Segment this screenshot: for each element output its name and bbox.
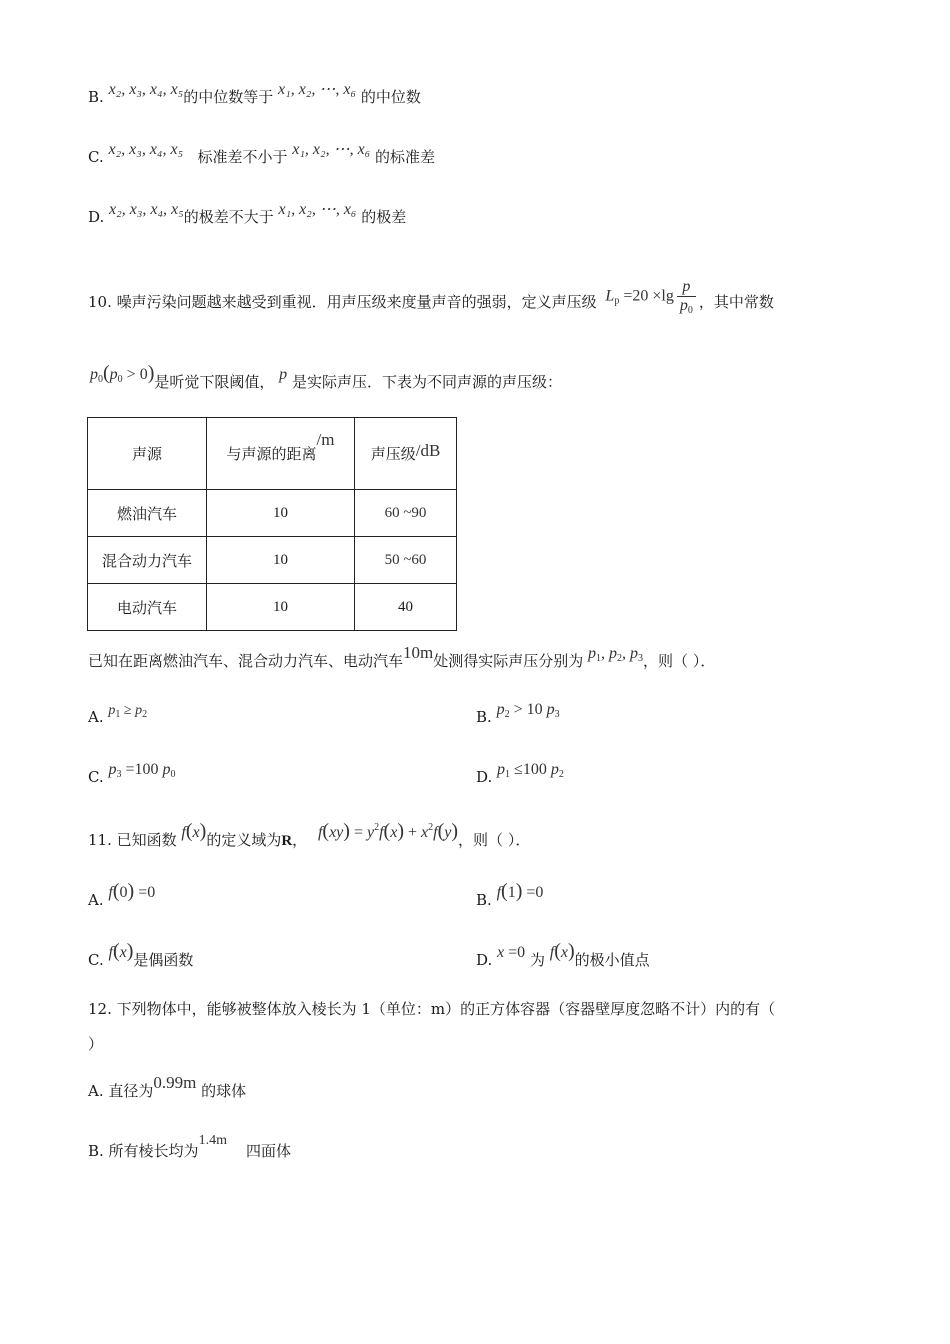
q12-option-a [88,1073,247,1101]
source-cell: 燃油汽车 [88,490,207,537]
table-header-row [88,418,457,490]
sound-pressure-formula: $L_p =20 \times\lg$ $\frac{p}{p_0}$ [605,278,698,316]
q10-option-d [476,761,564,788]
q11-option-d [476,940,650,971]
q9-option-c [88,141,436,167]
q11-option-b [476,880,544,911]
question-text: ，则（ ）． [458,831,531,849]
distance-cell: 10 [207,584,355,631]
q11-option-c [88,940,194,971]
option-text: 是偶函数 [133,951,194,969]
math-expression: x₂, x₃, x₄, x₅ [108,141,184,158]
q10-stem-line3 [88,643,716,672]
source-cell: 混合动力汽车 [88,537,207,584]
q12-stem [88,998,775,1019]
table-row [88,490,457,537]
math-expression: x₁, x₂, ⋯, x₆ [278,201,357,218]
level-cell: 60 ~90 [355,490,457,537]
option-text: 的标准差 [375,148,436,166]
distance-value: 10m [403,643,434,662]
math-expression: x₁, x₂, ⋯, x₆ [278,81,357,98]
q11-stem: 11. 已知函数 f(x)的定义域为R， $f(xy) = y^2f(x) + x^2f(y)$，则（ ）． [88,820,531,849]
math-expression: f(0) =0 [108,880,156,902]
q9-option-d [88,201,407,227]
distance-cell: 10 [207,537,355,584]
option-letter: B. [476,891,492,909]
header-unit: /m [316,430,335,449]
math-expression: x =0 [497,944,526,961]
option-text: A. 直径为 [88,1082,154,1100]
option-text: 标准差不小于 [197,148,288,166]
header-cell [355,418,457,490]
math-expression: $p_2 > 10$ $p_3$ [496,701,560,720]
question-text: ，则（ ）． [643,652,716,670]
sound-level-table [87,417,457,631]
math-expression: f(1) =0 [496,880,544,902]
header-unit: /dB [415,441,441,460]
option-letter: D. [476,951,493,969]
header-cell [207,418,355,490]
option-text: 四面体 [246,1142,292,1160]
option-letter: D. [88,208,105,226]
table-row [88,584,457,631]
question-text: 处测得实际声压分别为 [433,652,584,670]
option-text: 的极差不大于 [183,208,274,226]
header-label: 与声源的距离 [226,445,317,463]
math-expression: $p_3 =100$ $p_0$ [108,761,176,780]
q10-option-c [88,761,176,788]
option-letter: A. [88,708,104,726]
threshold-expression: $p_0(p_0 > 0)$ [90,362,155,385]
source-cell: 电动汽车 [88,584,207,631]
option-text: 的极差 [361,208,407,226]
edge-length-value: 1.4m [198,1133,227,1148]
question-text: ，其中常数 [698,293,774,311]
math-expression: f(x) [108,940,134,962]
option-letter: C. [88,951,104,969]
option-letter: B. [88,88,104,106]
q10-stem-line1 [88,278,774,322]
question-text: 已知在距离燃油汽车、混合动力汽车、电动汽车 [88,652,404,670]
math-expression: x₂, x₃, x₄, x₅ [109,201,184,218]
pressures-expression: $p_1$, $p_2$, $p_3$ [588,645,644,664]
question-text: ） [88,1035,104,1053]
math-expression: f(x) [549,940,575,962]
q9-option-b [88,81,421,107]
option-text: 的中位数等于 [183,88,274,106]
option-text: 的极小值点 [574,951,650,969]
question-text: 12. 下列物体中，能够被整体放入棱长为 1（单位：m）的正方体容器（容器壁厚度忽略不计）内的有（ [88,1000,776,1018]
q12-stem-cont [88,1033,103,1054]
option-text: 的球体 [201,1082,247,1100]
math-expression: $p_1 \le 100$ $p_2$ [497,761,564,780]
math-expression: p [279,366,288,383]
q12-option-b [88,1133,292,1161]
math-expression: x₁, x₂, ⋯, x₆ [292,141,371,158]
question-text: 的定义域为 [206,831,282,849]
header-label: 声源 [131,445,162,463]
option-letter: A. [88,891,104,909]
diameter-value: 0.99m [153,1073,197,1092]
math-expression: $p_1 \ge p_2$ [108,703,148,720]
distance-cell: 10 [207,490,355,537]
option-letter: B. [476,708,492,726]
table-row [88,537,457,584]
option-text: 的中位数 [360,88,421,106]
q10-option-a [88,703,148,728]
real-numbers-symbol: R [281,833,293,849]
q10-option-b [476,701,560,728]
function-name: f(x) [181,820,207,842]
level-cell: 50 ~60 [355,537,457,584]
option-text: B. 所有棱长均为 [88,1142,199,1160]
question-text: 10. 噪声污染问题越来越受到重视．用声压级来度量声音的强弱，定义声压级 [88,293,597,311]
question-text: 11. 已知函数 [88,831,177,849]
level-cell: 40 [355,584,457,631]
q11-option-a [88,880,156,911]
question-text: 是听觉下限阈值， [154,373,275,391]
q10-stem-line2 [88,362,562,393]
functional-equation: $f(xy) = y^2f(x) + x^2f(y)$ [317,820,459,842]
math-expression: x₂, x₃, x₄, x₅ [108,81,184,98]
option-text: 为 [529,951,545,969]
header-label: 声压级 [370,445,416,463]
option-letter: C. [88,148,104,166]
header-cell [88,418,207,490]
option-letter: C. [88,768,104,786]
question-text: 是实际声压．下表为不同声源的声压级： [291,373,562,391]
option-letter: D. [476,768,493,786]
